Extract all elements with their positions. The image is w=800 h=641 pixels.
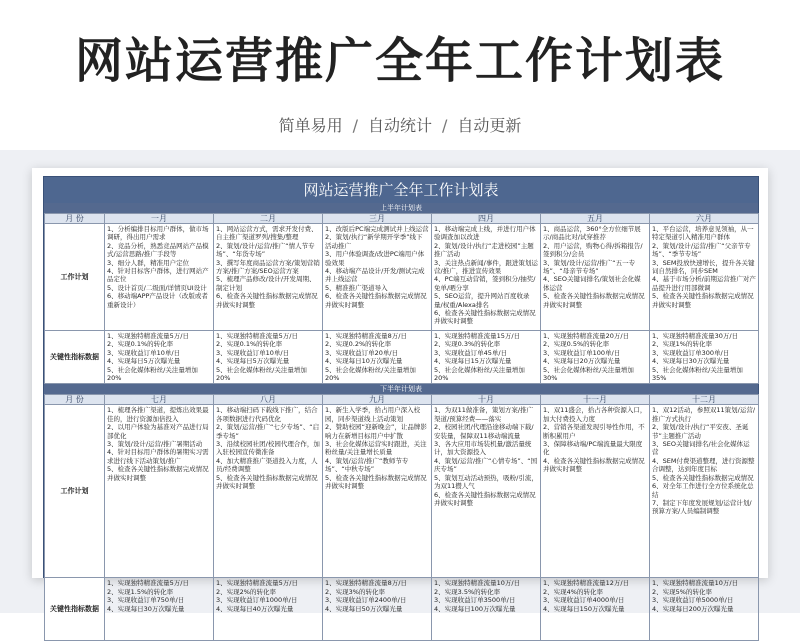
cell-line: 6、检查各关键性指标数据完成情况并做实时调整 [434,490,536,507]
kpi-cell [541,331,650,384]
cell-line: 2、策划/设计/运营/推广“父亲节专场”、“季节专场” [652,241,751,259]
cell-line: 5、社会化媒体粉丝/关注量增加20% [325,365,416,383]
cell-line: 4、实现每日20万次曝光量 [543,357,621,366]
page-title: 网站运营推广全年工作计划表 [74,33,725,89]
cell-line: 1、实现独特精准流量5万/日 [216,332,298,340]
kpi-cell [541,578,650,641]
plan-cell-text [434,406,538,576]
cell-line: 4、基于市场分析/前期运营推广对产品提升进行用部微调 [652,275,756,292]
cell-line: 3、细分人群，精准用户定位 [107,258,190,267]
cell-line: 3、实现收益订单5000单/日 [652,596,734,605]
cell-line: 3、策划/设计/运营/推广“五一专场”、“母亲节专场” [543,258,636,276]
cell-line: 1、改版后PC端完成测试并上线运营 [325,225,429,233]
cell-line: 6、检查各关键性指标数据完成情况并做实时调整 [325,292,427,309]
kpi-cell-text [434,579,538,639]
plan-cell-text [325,225,429,329]
cell-line: 2、校园社团/代理沿途移动端下载/安装量，保障双11移动端流量 [434,423,534,440]
kpi-cell-text [543,332,647,382]
kpi-cell-text [107,579,211,639]
kpi-cell-text [216,579,320,639]
kpi-cell-text [325,579,429,639]
cell-line: 1、实现独特精准流量20万/日 [543,332,630,340]
plan-cell-text [434,225,538,329]
plan-cell [650,224,759,331]
plan-cell-text [543,225,647,329]
cell-line: 4、实现每日5万次曝光量 [216,357,290,366]
cell-line: 1、网站运营方式，需求开发付费、自主推广渠道罗列/搜集/整理 [216,225,318,242]
cell-line: 3、策划/设计/运营/推广暑期活动 [107,440,203,449]
cell-line: 3、实现收益订单10单/日 [107,348,181,357]
cell-line: 2、策划/设计/执行“平安夜、圣诞节”主题推广活动 [652,423,749,440]
plan-cell [432,224,541,331]
kpi-cell [650,578,759,641]
cell-line: 3、关注热点新闻/事件，跟进策划运营/推广，推进宣传效果 [434,258,538,276]
cell-line: 5、检查各关键性指标数据完成情况并做实时调整 [325,473,427,491]
row-label-kpi: 关键性指标数据 [45,578,105,641]
work-plan-row [45,224,759,331]
kpi-cell [432,578,541,641]
cell-line: 3、实现收益订单300单/日 [652,348,730,357]
plan-cell-text [652,225,756,329]
cell-line: 1、分析编排目标用户群体，做市场调研，得出用户需求 [107,225,209,242]
cell-line: 3、实现收益订单20单/日 [325,348,399,357]
cell-line: 1、实现独特精准流量10万/日 [434,579,521,588]
work-plan-row [45,405,759,578]
plan-table-frame [43,176,759,614]
kpi-cell [105,578,214,641]
cell-line: 6、对全年工作进行全方位系统化总结 [652,482,754,499]
cell-line: 3、撰写年度商品运营方案/策划营销方案/推广方案/SEO运营方案 [216,258,320,276]
cell-line: 2、策划/设计/运营/推广“情人节专场”、“年货专场” [216,241,315,259]
month-header: 二月 [214,214,323,224]
cell-line: 3、SEO关键词排名/社会化媒体运营 [652,440,750,457]
month-header: 四月 [432,214,541,224]
month-header: 五月 [541,214,650,224]
cell-line: 2、实现0.1%的转化率 [107,340,174,349]
feature-tags [0,113,800,136]
row-label-kpi: 关键性指标数据 [45,331,105,384]
cell-line: 5、检查各关键性指标数据完成情况 [652,473,754,482]
cell-line: 2、策划/运营/推广“七夕专场”、“启季专场” [216,423,320,440]
cell-line: 2、实现5%的转化率 [652,587,712,596]
cell-line: 3、实现收益订单2400单/日 [325,596,407,605]
kpi-cell-text [107,332,211,382]
cell-line: 1、为双11做准备，策划方案/推广渠道/预算经费——落实 [434,406,534,423]
cell-line: 1、移动端扫码下载线下推广，结合各项数据进行代码优化 [216,406,318,423]
cell-line: 4、策划/运营/推广“心情专场”、“国庆专场” [434,456,538,474]
cell-line: 5、检查各关键性指标数据完成情况并做实时调整 [543,292,645,309]
cell-line: 4、实现每日150万次曝光量 [543,604,625,613]
cell-line: 5、社会化媒体粉丝/关注量增加35% [652,365,743,383]
cell-line: 1、实现独特精准流量15万/日 [434,332,521,340]
cell-line: 2、实现0.2%的转化率 [325,340,392,349]
cell-line: 5、社会化媒体粉丝/关注量增加20% [107,365,198,383]
row-label-plan: 工作计划 [45,405,105,578]
month-header: 九月 [323,395,432,405]
cell-line: 1、实现独特精准流量10万/日 [652,579,739,588]
plan-cell [214,224,323,331]
cell-line: 4、实现每日15万次曝光量 [434,357,512,366]
cell-line: 3、沿续校园社团/校园代理合作，加入驻校园宣传微准备 [216,440,320,457]
cell-line: 4、针对目标用户群体的暑期实习需求进行线下活动策划/推广 [107,448,209,465]
plan-cell-text [107,406,211,576]
kpi-cell [432,331,541,384]
cell-line: 2、实现0.5%的转化率 [543,340,610,349]
cell-line: 6、检查各关键性指标数据完成情况并做实时调整 [216,292,318,309]
plan-cell [541,224,650,331]
cell-line: 4、实现每日40万次曝光量 [216,604,294,613]
cell-line: 2、实现2%的转化率 [216,587,276,596]
first-half-title: 上半年计划表 [44,203,758,213]
cell-line: 2、营销各渠道发现引导性作用，不断积累用户 [543,423,645,440]
cell-line: 2、用户运营，购物心得/拆箱报告/签到积分/会员 [543,241,643,259]
cell-line: 4、移动端产品设计/开发/测试完成并上线运营 [325,267,425,284]
plan-cell [650,405,759,578]
cell-line: 1、实现独特精准流量12万/日 [543,579,630,588]
plan-cell [105,405,214,578]
month-header: 十二月 [650,395,759,405]
cell-line: 4、检查各关键性指标数据完成情况并做实时调整 [543,456,645,474]
cell-line: 2、实现0.1%的转化率 [216,340,283,349]
cell-line: 3、实现收益订单750单/日 [107,596,185,605]
cell-line: 1、实现独特精准流量8万/日 [325,579,407,588]
cell-line: 5、社会化媒体粉丝/关注量增加20% [434,365,525,383]
plan-cell-text [325,406,429,576]
kpi-cell-text [325,332,429,382]
cell-line: 5、检查各关键性指标数据完成情况并做实时调整 [652,292,754,309]
tag-easy: 简单易用 [278,116,343,135]
month-header: 八月 [214,395,323,405]
plan-cell [214,405,323,578]
cell-line: 4、SEM付费渠道整理，进行资源整合调整，达到年度目标 [652,456,755,474]
month-label: 月 份 [45,395,105,405]
cell-line: 4、PC端互动营销，签到积分/抽奖/免单/晒分享 [434,275,536,292]
cell-line: 3、保障移动端/PC端流量最大限度化 [543,440,643,457]
kpi-cell [323,578,432,641]
row-label-plan: 工作计划 [45,224,105,331]
first-half-table [44,213,759,384]
cell-line: 1、实现独特精准流量5万/日 [107,332,189,340]
kpi-cell-text [652,332,756,382]
plan-cell [323,224,432,331]
cell-line: 2、实现3.5%的转化率 [434,587,501,596]
cell-line: 1、商品运营，360°全方位细节展示/商品比对/试穿推荐 [543,225,641,242]
kpi-cell-text [216,332,320,382]
cell-line: 3、社会化媒体运营实时跟进，关注粉丝量/关注量增长质量 [325,440,427,457]
cell-line: 1、平台运营，培养意见领袖，从一特定渠道引入精准用户群体 [652,225,754,242]
cell-line: 4、实现每日30万次曝光量 [652,357,730,366]
plan-cell-text [216,225,320,329]
kpi-cell-text [652,579,756,639]
plan-cell-text [216,406,320,576]
second-half-title: 下半年计划表 [44,384,758,394]
cell-line: 5、社会化媒体粉丝/关注量增加20% [216,365,307,383]
cell-line: 5、策划互动活动预热，吸粉/引流，为双11攒人气 [434,473,538,491]
cell-line: 2、实现1%的转化率 [652,340,712,349]
cell-line: 5、SEO运营，提升网站百度收录量/权重/Alexa排名 [434,292,530,309]
cell-line: 1、新生入学季，拾占用户深入校园，同步渠道线上活动策划 [325,406,421,423]
cell-line: 3、实现收益订单45单/日 [434,348,508,357]
plan-cell [432,405,541,578]
month-header: 十一月 [541,395,650,405]
cell-line: 5、设计首页/二级面/详情页UI设计 [107,283,207,292]
cell-line: 1、实现独特精准流量5万/日 [107,579,189,588]
kpi-cell [105,331,214,384]
cell-line: 5、梳理产品修改/设计/开发周期、制定计划 [216,275,316,292]
cell-line: 3、各大应用市场装机量/激活量统计，加大资源投入 [434,440,532,457]
cell-line: 4、实现每日100万次曝光量 [434,604,516,613]
cell-line: 4、实现每日10万次曝光量 [325,357,403,366]
cell-line: 5、检查各关键性指标数据完成情况并做实时调整 [107,465,209,482]
spreadsheet-preview [32,168,768,614]
cell-line: 1、实现独特精准流量8万/日 [325,332,407,340]
plan-cell-text [543,406,647,576]
tag-separator: / [352,116,358,135]
plan-cell-text [652,406,756,576]
kpi-cell [214,331,323,384]
cell-line: 4、SEO关键词排名/策划社会化媒体运营 [543,275,641,292]
cell-line: 1、双12活动，参照双11策划/运营/推广方式执行 [652,406,756,423]
cell-line: 3、实现收益订单4000单/日 [543,596,625,605]
cell-line: 3、实现收益订单1000单/日 [216,596,298,605]
cell-line: 1、梳理各推广渠道，提炼出效果最佳的，进行资源加倍投入 [107,406,209,423]
month-header: 三月 [323,214,432,224]
plan-cell [323,405,432,578]
month-header-row [45,395,759,405]
cell-line: 2、实现4%的转化率 [543,587,603,596]
tag-auto-update: 自动更新 [457,116,522,135]
cell-line: 2、策划/设计/执行“走进校园”主题推广活动 [434,241,534,259]
sheet-title: 网站运营推广全年工作计划表 [44,177,758,203]
cell-line: 1、双11盛会，拾占各种资源入口，加大付费投入力度 [543,406,647,423]
cell-line: 2、实现3%的转化率 [325,587,385,596]
kpi-row [45,331,759,384]
kpi-cell-text [434,332,538,382]
month-header: 十月 [432,395,541,405]
cell-line: 5、检查各关键性指标数据完成情况并做实时调整 [216,473,318,491]
cell-line: 3、用户体验调查/改进PC端用户体验效果 [325,250,425,267]
month-header: 一月 [105,214,214,224]
cell-line: 2、策划/执行“新学期开学季”线下活动推广 [325,233,423,250]
cell-line: 6、移动端APP产品设计（改版或者重新设计） [107,292,208,309]
plan-cell [105,224,214,331]
cell-line: 4、实现每日5万次曝光量 [107,357,181,366]
cell-line: 2、赞助校园“迎新晚会”，让品牌影响力在新增目标用户中扩散 [325,423,427,440]
kpi-cell-text [543,579,647,639]
cell-line: 6、检查各关键性指标数据完成情况并做实时调整 [434,309,536,326]
month-header: 六月 [650,214,759,224]
kpi-row [45,578,759,641]
cell-line: 3、实现收益订单3500单/日 [434,596,516,605]
cell-line: 4、针对目标客户群体，进行网站产品定位 [107,267,209,284]
cell-line: 2、竞品分析，熟悉竞品网站产品模式/运营思路/推广手段等 [107,241,209,259]
tag-separator: / [442,116,448,135]
kpi-cell [650,331,759,384]
cell-line: 4、实现每日50万次曝光量 [325,604,403,613]
second-half-table [44,394,759,641]
cell-line: 1、移动端完成上线，并进行用户体验调查加以改进 [434,225,536,242]
plan-cell-text [107,225,211,329]
kpi-cell [323,331,432,384]
month-header-row [45,214,759,224]
cell-line: 2、以用户体验为基准对产品进行局部优化 [107,423,209,440]
kpi-cell [214,578,323,641]
cell-line: 3、实现收益订单100单/日 [543,348,621,357]
month-label: 月 份 [45,214,105,224]
cell-line: 3、SEM投放快速增长，提升各关键词自然排名，同步SEM [652,258,755,276]
cell-line: 4、实现每日200万次曝光量 [652,604,734,613]
tag-auto-stats: 自动统计 [367,116,432,135]
plan-cell [541,405,650,578]
cell-line: 4、实现每日30万次曝光量 [107,604,185,613]
cell-line: 1、实现独特精准流量5万/日 [216,579,298,588]
cell-line: 1、实现独特精准流量30万/日 [652,332,739,340]
cell-line: 5、精准推广渠道导入 [325,283,388,292]
cell-line: 7、制定下年度发展规划/运营计划/预算方案/人员编制调整 [652,498,752,516]
cell-line: 5、社会化媒体粉丝/关注量增加30% [543,365,634,383]
cell-line: 3、实现收益订单10单/日 [216,348,290,357]
cell-line: 4、策划/运营/推广“教师节专场”、“中秋专场” [325,456,409,474]
cell-line: 4、加大精准推广渠道投入力度，人员/经费调整 [216,456,318,474]
cell-line: 2、实现0.3%的转化率 [434,340,501,349]
month-header: 七月 [105,395,214,405]
cell-line: 2、实现1.5%的转化率 [107,587,174,596]
